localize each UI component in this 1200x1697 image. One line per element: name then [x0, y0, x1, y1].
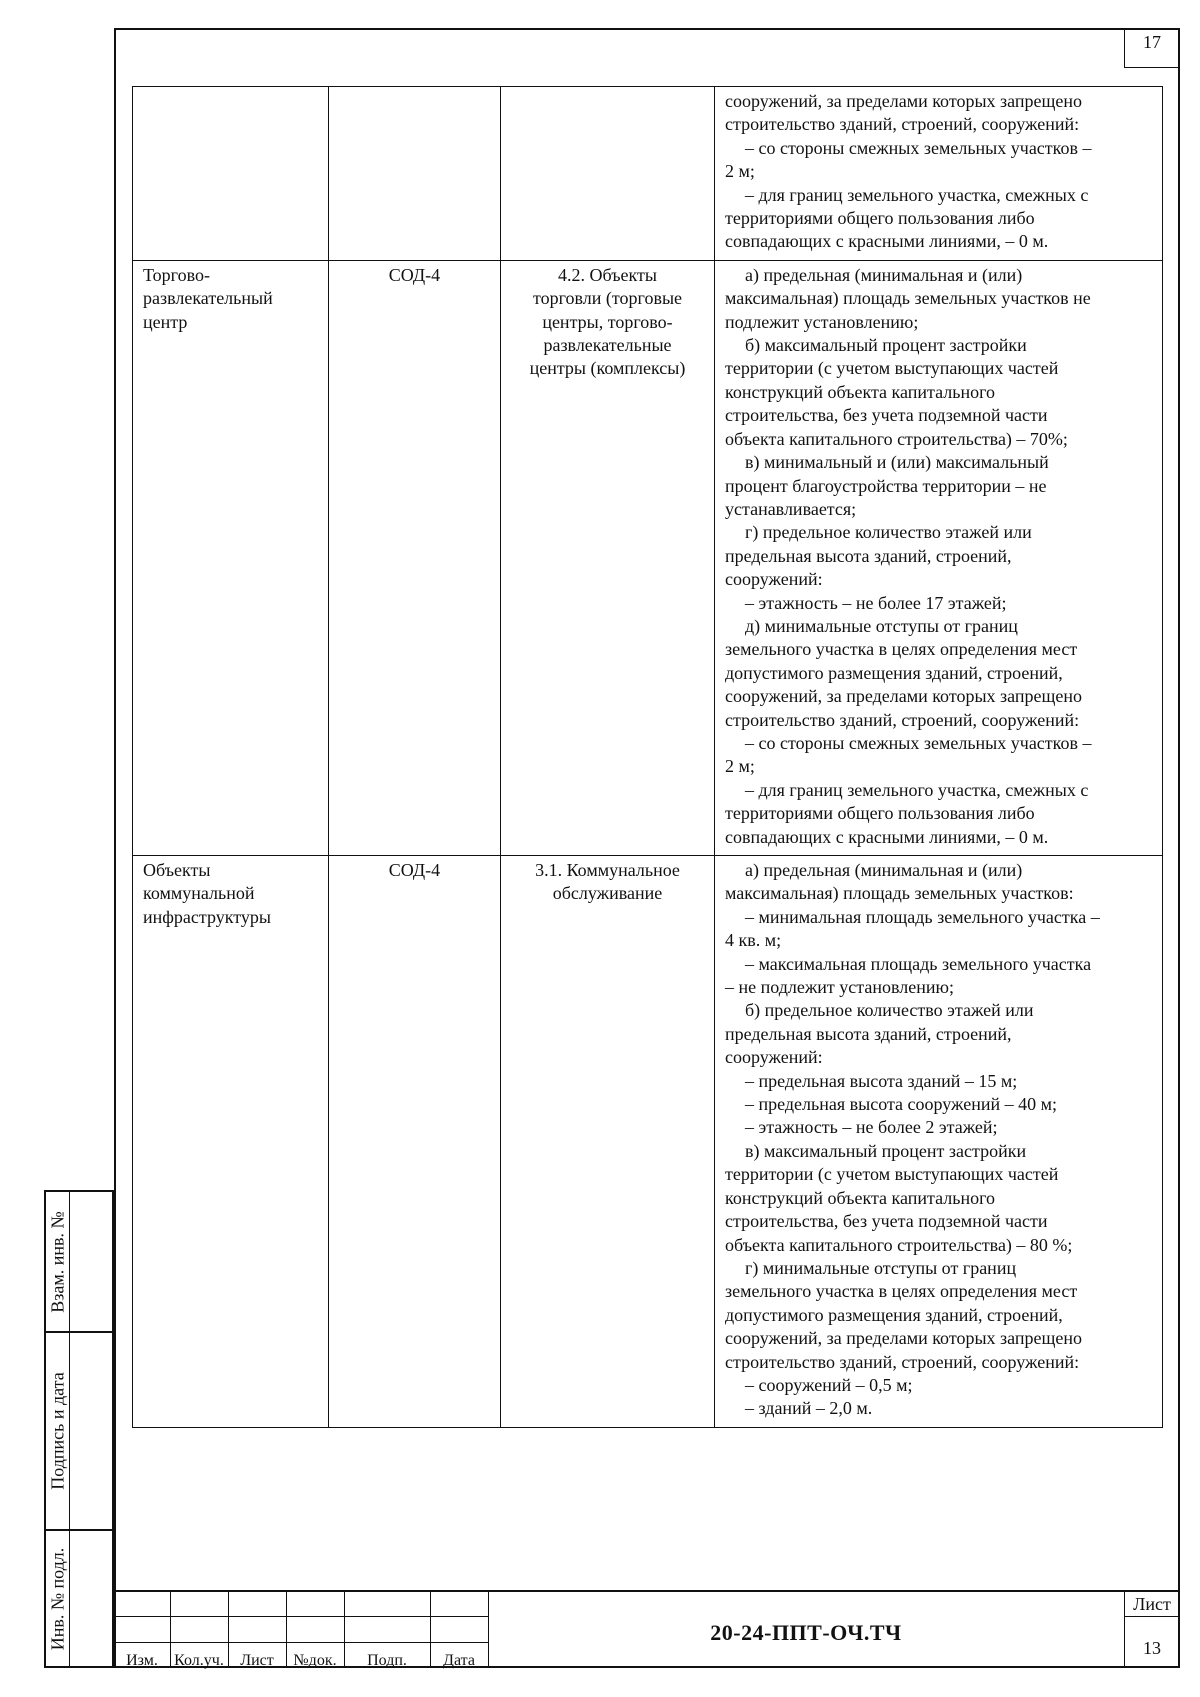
stamp-podpis-data-label: Подпись и дата [47, 1372, 67, 1490]
parameter-line: предельная высота зданий, строений, [725, 1023, 1012, 1044]
parameter-line: предельная высота зданий, строений, [725, 545, 1012, 566]
cell-line: СОД-4 [388, 860, 441, 880]
parameter-line: б) предельное количество этажей или [745, 1000, 1034, 1021]
parameter-line: а) предельная (минимальная и (или) [745, 860, 1023, 880]
parameter-line: – предельная высота зданий – 15 м; [745, 1070, 1018, 1091]
object-name-cell [133, 87, 329, 261]
parameter-line: территории (с учетом выступающих частей [725, 1164, 1059, 1185]
cell-line: центры (комплексы) [529, 358, 686, 379]
parameter-line: сооружений, за пределами которых запрещено [725, 1328, 1083, 1349]
ndok-label: №док. [293, 1652, 337, 1669]
cell-line: торговли (торговые [532, 288, 683, 309]
table-row [133, 856, 1163, 1428]
parameter-line: максимальная) площадь земельных участков: [725, 883, 1074, 904]
cell-line: обслуживание [552, 883, 663, 904]
parameter-line: процент благоустройства территории – не [725, 475, 1047, 496]
stamp-inv-podl-label: Инв. № подл. [47, 1547, 67, 1650]
cell-line: центры, торгово- [542, 311, 673, 332]
stamp-vzam-inv-label: Взам. инв. № [47, 1210, 67, 1313]
parameter-line: – сооружений – 0,5 м; [745, 1374, 913, 1395]
parameter-line: – зданий – 2,0 м. [745, 1398, 873, 1419]
cell-line: инфраструктуры [143, 906, 271, 927]
parameter-line: допустимого размещения зданий, строений, [725, 662, 1063, 683]
parameter-line: территории (с учетом выступающих частей [725, 358, 1059, 379]
cell-line: развлекательный [143, 288, 273, 309]
object-name-cell [133, 856, 329, 1428]
parameter-line: в) минимальный и (или) максимальный [745, 452, 1049, 473]
page-number: 17 [1143, 32, 1161, 52]
parameter-line: 2 м; [725, 756, 755, 777]
cell-line: центр [143, 311, 188, 332]
parameter-line: – со стороны смежных земельных участков – [745, 732, 1092, 753]
regulations-table [132, 86, 1163, 1428]
parameter-line: – этажность – не более 17 этажей; [745, 592, 1007, 613]
parameter-line: – минимальная площадь земельного участка – [745, 906, 1100, 927]
parameter-line: строительство зданий, строений, сооружений: [725, 1351, 1080, 1372]
parameter-line: совпадающих с красными линиями, – 0 м. [725, 231, 1049, 252]
stamp-inv-podl [44, 1529, 114, 1668]
parameter-line: сооружений: [725, 1047, 823, 1068]
parameter-line: – предельная высота сооружений – 40 м; [745, 1094, 1058, 1115]
parameter-line: сооружений: [725, 569, 823, 590]
cell-line: 3.1. Коммунальное [535, 860, 680, 880]
cell-line: СОД-4 [388, 264, 441, 285]
parameter-line: строительства, без учета подземной части [725, 405, 1048, 426]
cell-line: Объекты [143, 860, 211, 880]
parameter-line: – не подлежит установлению; [725, 977, 954, 998]
parameter-line: д) минимальные отступы от границ [745, 615, 1018, 636]
parameter-line: совпадающих с красными линиями, – 0 м. [725, 826, 1049, 847]
table-row [133, 260, 1163, 855]
permitted-use-cell [501, 856, 715, 1428]
sheet-number: 13 [1143, 1638, 1161, 1658]
cell-line: Торгово- [143, 264, 210, 285]
parameter-line: – со стороны смежных земельных участков – [745, 137, 1092, 158]
parameter-line: 4 кв. м; [725, 930, 782, 951]
zone-code-cell [329, 87, 501, 261]
parameter-line: строительство зданий, строений, сооружений: [725, 709, 1080, 730]
parameter-line: сооружений, за пределами которых запрещено [725, 91, 1083, 111]
parameter-line: строительство зданий, строений, сооружений: [725, 114, 1080, 135]
zone-code-cell [329, 260, 501, 855]
object-name-cell [133, 260, 329, 855]
parameter-line: а) предельная (минимальная и (или) [745, 264, 1023, 285]
parameter-line: объекта капитального строительства) – 70%; [725, 428, 1068, 449]
parameter-line: – этажность – не более 2 этажей; [745, 1117, 998, 1138]
permitted-use-cell [501, 87, 715, 261]
document-code: 20-24-ППТ-ОЧ.ТЧ [710, 1620, 902, 1645]
stamp-vzam-inv [44, 1190, 114, 1333]
cell-line: 4.2. Объекты [558, 264, 657, 285]
parameter-line: допустимого размещения зданий, строений, [725, 1304, 1063, 1325]
parameter-line: конструкций объекта капитального [725, 381, 996, 402]
parameter-line: конструкций объекта капитального [725, 1187, 996, 1208]
parameter-line: – для границ земельного участка, смежных с [745, 184, 1089, 205]
parameter-line: территориями общего пользования либо [725, 803, 1035, 824]
parameter-line: в) максимальный процент застройки [745, 1140, 1027, 1161]
parameters-cell [715, 260, 1163, 855]
cell-line: развлекательные [543, 335, 672, 356]
parameter-line: 2 м; [725, 161, 755, 182]
data-label: Дата [443, 1652, 475, 1669]
parameter-line: г) предельное количество этажей или [745, 522, 1032, 543]
zone-code-cell [329, 856, 501, 1428]
table-row [133, 87, 1163, 261]
stamp-podpis-data [44, 1331, 114, 1531]
parameter-line: максимальная) площадь земельных участков не [725, 288, 1091, 309]
permitted-use-cell [501, 260, 715, 855]
parameter-line: объекта капитального строительства) – 80 %; [725, 1234, 1073, 1255]
parameter-line: б) максимальный процент застройки [745, 335, 1027, 356]
sheet-label: Лист [1133, 1594, 1171, 1614]
parameter-line: подлежит установлению; [725, 311, 919, 332]
parameter-line: устанавливается; [725, 498, 857, 519]
parameters-cell [715, 87, 1163, 261]
list-label: Лист [240, 1652, 274, 1669]
parameter-line: строительства, без учета подземной части [725, 1211, 1048, 1232]
parameters-cell [715, 856, 1163, 1428]
izm-label: Изм. [126, 1652, 158, 1669]
cell-line: коммунальной [143, 883, 255, 904]
parameter-line: земельного участка в целях определения мест [725, 1281, 1078, 1302]
parameter-line: сооружений, за пределами которых запрещено [725, 686, 1083, 707]
kol-uch-label: Кол.уч. [174, 1652, 224, 1669]
parameter-line: – максимальная площадь земельного участка [745, 953, 1092, 974]
podp-label: Подп. [367, 1652, 407, 1669]
parameter-line: территориями общего пользования либо [725, 208, 1035, 229]
parameter-line: г) минимальные отступы от границ [745, 1257, 1017, 1278]
parameter-line: – для границ земельного участка, смежных с [745, 779, 1089, 800]
parameter-line: земельного участка в целях определения мест [725, 639, 1078, 660]
